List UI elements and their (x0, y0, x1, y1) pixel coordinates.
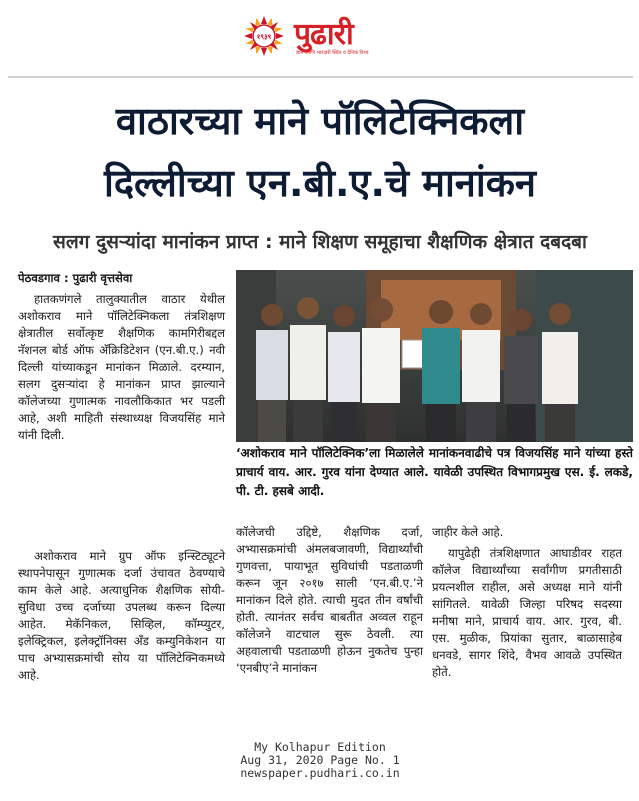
article-paragraph-3-end: जाहीर केले आहे. (432, 525, 504, 539)
edition-site: newspaper.pudhari.co.in (240, 766, 400, 780)
news-photo (236, 270, 633, 442)
emblem-year: १९३९ (256, 33, 272, 41)
article-column-1-top (18, 270, 225, 448)
article-column-1-bottom (18, 548, 225, 688)
brand-name: पुढारी (294, 17, 353, 52)
edition-date-page: Aug 31, 2020 Page No. 1 (240, 753, 400, 767)
article-column-3 (432, 524, 622, 685)
article-column-2 (236, 524, 423, 681)
masthead-divider (8, 76, 633, 78)
masthead (0, 0, 639, 74)
article-paragraph-4: यापुढेही तंत्रशिक्षणात आघाडीवर राहत कॉलेज विद्यार्थ्यांच्या सर्वांगीण प्रगतीसाठी प्रयत्नशील राहील, असे अध्यक्ष माने यांनी सांगितले. यावेळी जिल्हा परिषद सदस्या मनीषा माने, प्राचार्य वाय. आर. गुरव, बी. एस. मुळीक, प्रियांका सुतार, बाळासाहेब धनवडे, सागर शिंदे, वैभव आवळे उपस्थित होते. (432, 546, 622, 679)
article-paragraph-2: अशोकराव माने ग्रुप ऑफ इन्स्टिट्यूटने स्थापनेपासून गुणात्मक दर्जा उंचावत ठेवण्याचे काम केले आहे. अत्याधुनिक शैक्षणिक सोयी-सुविधा उच्च दर्जाच्या उपलब्ध करून दिल्या आहेत. मेकॅनिकल, सिव्हिल, कॉम्प्युटर, इलेक्ट्रिकल, इलेक्ट्रॉनिक्स अ‍ॅंड कम्युनिकेशन या पाच अभ्यासक्रमांची सोय या पॉलिटेक्निकमध्ये आहे. (18, 549, 225, 682)
edition-footer (200, 741, 440, 780)
dateline: पेठवडगाव : पुढारी वृत्तसेवा (18, 271, 133, 285)
newspaper-logo (244, 12, 404, 60)
brand-tagline: ज्ञान आणि भारदारी स्थित व दैनिक विश्व (296, 50, 369, 56)
headline-line-1: वाठारच्या माने पॉलिटेक्निकला (115, 99, 525, 143)
photo-caption: ‘अशोकराव माने पॉलिटेक्निक’ला मिळालेले मानांकनवाढीचे पत्र विजयसिंह माने यांच्या हस्ते प्राचार्य वाय. आर. गुरव यांना देण्यात आले. यावेळी उपस्थित विभागप्रमुख एस. ई. लकडे, पी. टी. हसबे आदी. (236, 446, 633, 498)
edition-name: My Kolhapur Edition (254, 740, 386, 754)
subheadline: सलग दुसऱ्यांदा मानांकन प्राप्त : माने शिक्षण समूहाचा शैक्षणिक क्षेत्रात दबदबा (53, 231, 587, 253)
group-photo-image (236, 270, 633, 442)
headline-line-2: दिल्लीच्या एन.बी.ए.चे मानांकन (103, 161, 537, 205)
article-paragraph-1: हातकणंगले तालुक्यातील वाठार येथील अशोकराव माने पॉलिटेक्निकला तंत्रशिक्षण क्षेत्रातील सर्वोत्कृष्ट शैक्षणिक कामगिरीबद्दल नॅशनल बोर्ड ऑफ अ‍ॅक्रिडिटेशन (एन.बी.ए.) नवी दिल्ली यांच्याकडून मानांकन मिळाले. दरम्यान, सलग दुसऱ्यांदा हे मानांकन प्राप्त झाल्याने कॉलेजच्या गुणात्मक नावलौकिकात भर पडली आहे, अशी माहिती संस्थाध्यक्ष विजयसिंह माने यांनी दिली. (18, 292, 225, 442)
sun-emblem-icon (244, 16, 284, 56)
article-paragraph-3: कॉलेजची उद्दिष्टे, शैक्षणिक दर्जा, अभ्यासक्रमांची अंमलबजावणी, विद्यार्थ्यांची गुणवत्ता, पायाभूत सुविधांची पडताळणी करून जून २०१७ साली ‘एन.बी.ए.’ने मानांकन दिले होते. त्याची मुदत तीन वर्षांची होती. त्यानंतर सर्वच बाबतीत अव्वल राहून कॉलेजने वाटचाल सुरू ठेवली. त्या अहवालाची पडताळणी होऊन नुकतेच पुन्हा ‘एनबीए’ने मानांकन (236, 525, 423, 675)
